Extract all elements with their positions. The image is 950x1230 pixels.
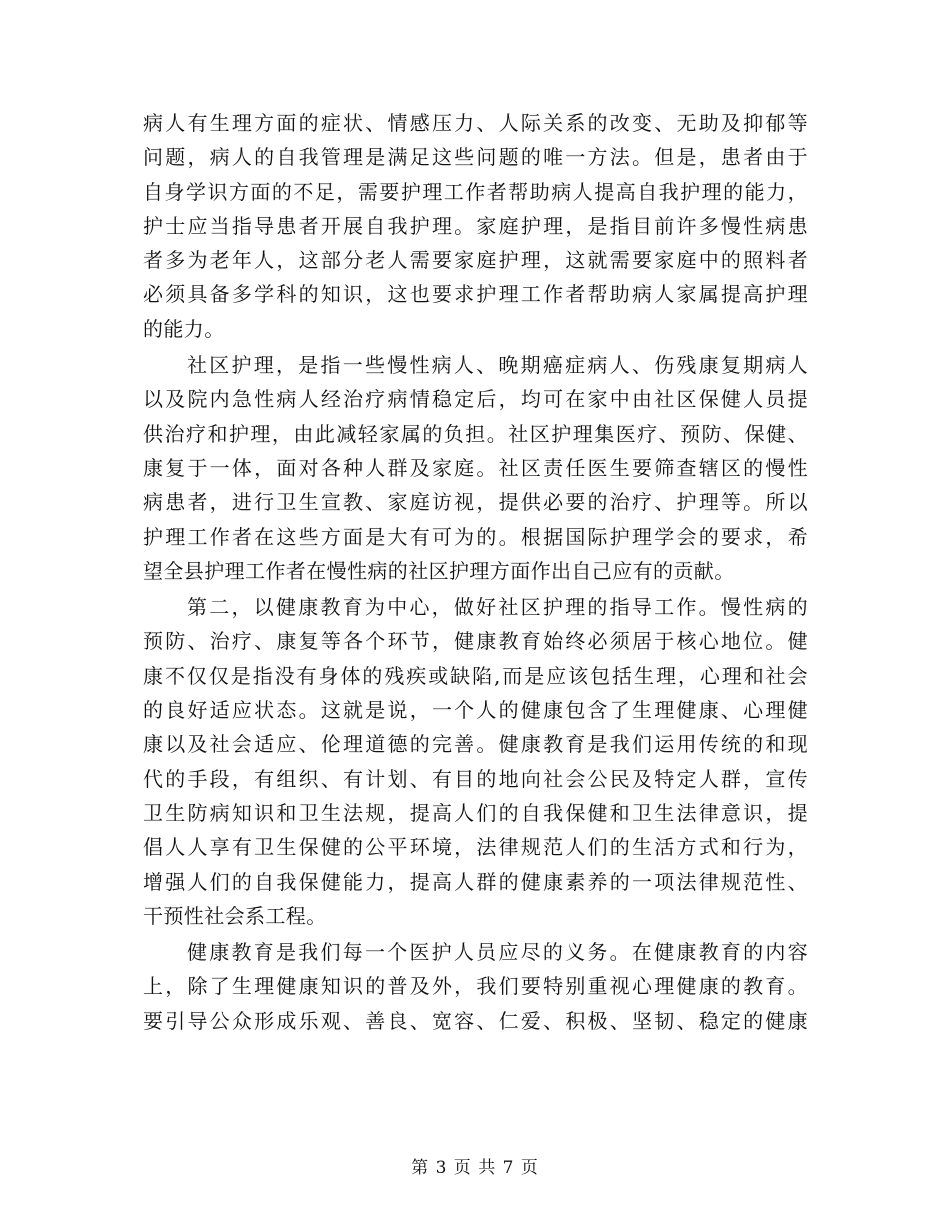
text-line: 病患者，进行卫生宣教、家庭访视，提供必要的治疗、护理等。所以 — [143, 490, 808, 515]
text-line: 者多为老年人，这部分老人需要家庭护理，这就需要家庭中的照料者 — [143, 248, 808, 273]
text-line: 增强人们的自我保健能力，提高人群的健康素养的一项法律规范性、 — [143, 869, 808, 894]
paragraph — [143, 348, 808, 588]
text-line: 护士应当指导患者开展自我护理。家庭护理，是指目前许多慢性病患 — [143, 213, 808, 238]
text-line: 自身学识方面的不足，需要护理工作者帮助病人提高自我护理的能力， — [143, 179, 808, 204]
text-line: 预防、治疗、康复等各个环节，健康教育始终必须居于核心地位。健 — [143, 629, 808, 654]
text-line: 病人有生理方面的症状、情感压力、人际关系的改变、无助及抑郁等 — [143, 111, 808, 135]
text-line: 必须具备多学科的知识，这也要求护理工作者帮助病人家属提高护理 — [143, 282, 808, 307]
text-line: 以及院内急性病人经治疗病情稳定后，均可在家中由社区保健人员提 — [143, 387, 808, 412]
text-line: 康复于一体，面对各种人群及家庭。社区责任医生要筛查辖区的慢性 — [143, 455, 808, 480]
page-number-footer: 第 3 页 共 7 页 — [411, 1158, 539, 1178]
text-line: 护理工作者在这些方面是大有可为的。根据国际护理学会的要求，希 — [143, 524, 808, 549]
text-line: 望全县护理工作者在慢性病的社区护理方面作出自己应有的贡献。 — [143, 558, 735, 583]
text-line: 社区护理，是指一些慢性病人、晚期癌症病人、伤残康复期病人 — [187, 353, 808, 378]
text-line: 上，除了生理健康知识的普及外，我们要特别重视心理健康的教育。 — [143, 974, 808, 999]
text-line: 康以及社会适应、伦理道德的完善。健康教育是我们运用传统的和现 — [143, 732, 808, 757]
text-line: 代的手段，有组织、有计划、有目的地向社会公民及特定人群，宣传 — [143, 766, 808, 791]
paragraph — [143, 935, 808, 1038]
text-line: 要引导公众形成乐观、善良、宽容、仁爱、积极、坚韧、稳定的健康 — [143, 1008, 808, 1033]
text-line: 第二，以健康教育为中心，做好社区护理的指导工作。慢性病的 — [187, 595, 808, 620]
text-line: 卫生防病知识和卫生法规，提高人们的自我保健和卫生法律意识，提 — [143, 800, 808, 825]
text-line: 倡人人享有卫生保健的公平环境，法律规范人们的生活方式和行为， — [143, 835, 808, 860]
text-line: 问题，病人的自我管理是满足这些问题的唯一方法。但是，患者由于 — [143, 145, 808, 170]
paragraph — [143, 590, 808, 933]
text-line: 供治疗和护理，由此减轻家属的负担。社区护理集医疗、预防、保健、 — [143, 421, 808, 446]
text-line: 康不仅仅是指没有身体的残疾或缺陷,而是应该包括生理，心理和社会 — [143, 663, 808, 688]
text-line: 干预性社会系工程。 — [143, 903, 327, 928]
paragraph — [143, 106, 808, 346]
document-body — [143, 106, 808, 1038]
text-line: 健康教育是我们每一个医护人员应尽的义务。在健康教育的内容 — [187, 940, 808, 965]
text-line: 的能力。 — [143, 316, 225, 341]
text-line: 的良好适应状态。这就是说，一个人的健康包含了生理健康、心理健 — [143, 698, 808, 723]
